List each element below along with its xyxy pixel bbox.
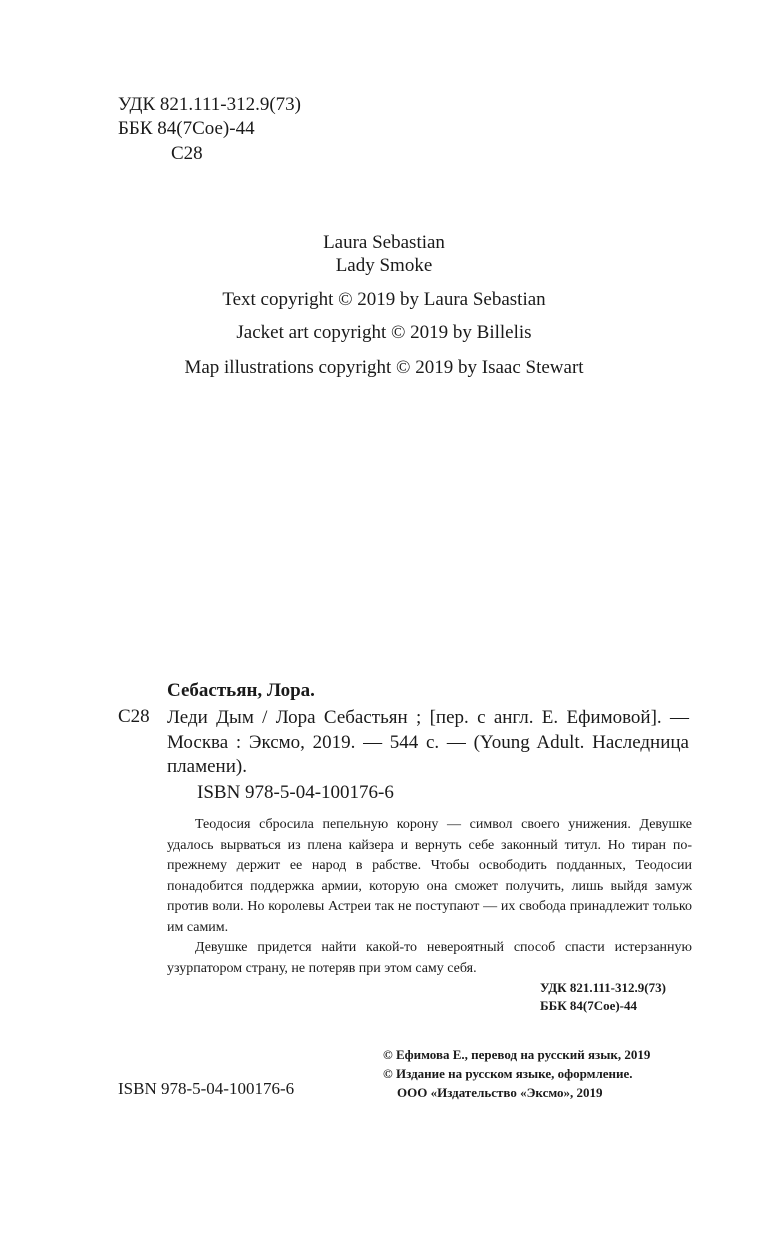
- edition-copyright: © Издание на русском языке, оформление.: [383, 1066, 633, 1081]
- annotation-paragraph: Теодосия сбросила пепельную корону — символ своего унижения. Девушке удалось вырваться из плена кайзера и вернуть себе законный титул. Но тиран по-прежнему держит ее народ в рабстве. Чтобы освободить подданных, Теодосии понадобится поддержка армии, которую она сможет получить, лишь выйдя замуж против воли. Но королевы Астреи так не поступают — их свобода принадлежит только им самим.: [167, 817, 692, 935]
- translation-copyright: © Ефимова Е., перевод на русский язык, 2019: [383, 1047, 651, 1062]
- bibliography-author-mark: С28: [118, 706, 150, 727]
- original-author: Laura Sebastian: [323, 232, 445, 253]
- footer-copyrights: [383, 1045, 650, 1102]
- original-title: Lady Smoke: [335, 255, 433, 276]
- publisher-copyright: ООО «Издательство «Эксмо», 2019: [397, 1085, 603, 1100]
- annotation-paragraph: Девушке придется найти какой-то невероятный способ спасти истерзанную узурпатором страну, не потеряв при этом саму себя.: [167, 940, 692, 976]
- author-mark: С28: [171, 143, 203, 164]
- map-copyright: Map illustrations copyright © 2019 by Isaac Stewart: [184, 357, 584, 378]
- bbk-code: ББК 84(7Сое)-44: [118, 118, 255, 139]
- annotation: [167, 815, 692, 979]
- footer-isbn: ISBN 978-5-04-100176-6: [118, 1079, 295, 1098]
- jacket-copyright: Jacket art copyright © 2019 by Billelis: [236, 322, 532, 343]
- bibliography-record: Леди Дым / Лора Себастьян ; [пер. с англ. Е. Ефимовой]. — Москва : Эксмо, 2019. — 544 с. — (Young Adult. Наследница пламени).: [167, 707, 689, 777]
- small-udk-code: УДК 821.111-312.9(73): [540, 980, 666, 995]
- bibliography-isbn: ISBN 978-5-04-100176-6: [197, 782, 394, 803]
- text-copyright: Text copyright © 2019 by Laura Sebastian: [222, 289, 546, 310]
- udk-code: УДК 821.111-312.9(73): [118, 94, 301, 115]
- small-bbk-code: ББК 84(7Сое)-44: [540, 998, 638, 1013]
- bibliography-heading: Себастьян, Лора.: [167, 680, 315, 701]
